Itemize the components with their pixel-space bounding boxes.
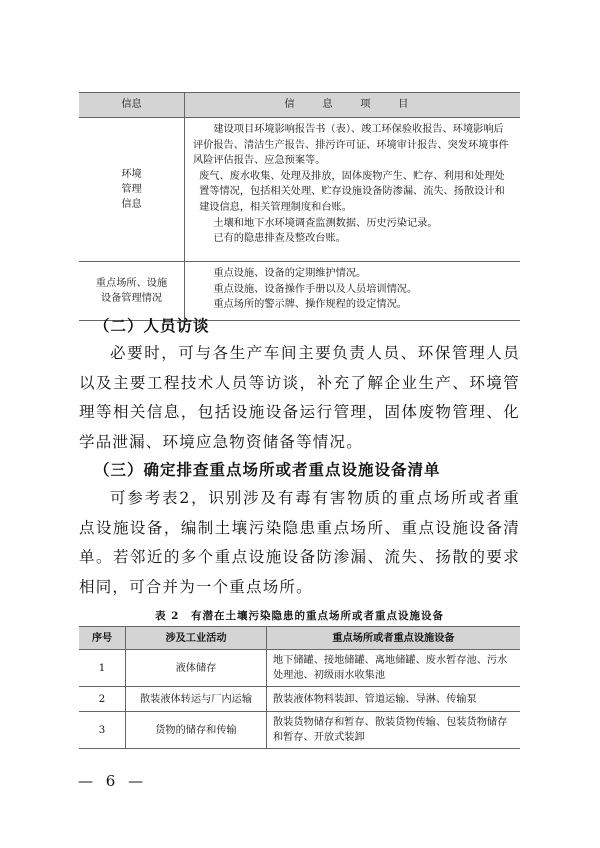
- column-header: [185, 93, 521, 118]
- table-header-row: [79, 627, 520, 650]
- table-row: [79, 650, 520, 687]
- column-header: 信息: [79, 93, 185, 118]
- category-cell: [79, 118, 185, 262]
- activity-cell: 液体储存: [126, 650, 267, 687]
- category-line: 环境: [121, 169, 142, 180]
- column-header: 重点场所或者重点设施设备: [267, 627, 521, 650]
- activity-cell: 散装液体转运与厂内运输: [126, 687, 267, 712]
- item-text: 废气、废水收集、处理及排放，固体废物产生、贮存、利用和处理处置等情况，包括相关处理、贮存设施设备防渗漏、流失、扬散设计和建设信息，相关管理制度和台账。: [199, 170, 505, 213]
- item-text: 重点设施、设备操作手册以及人员培训情况。: [213, 283, 418, 295]
- category-cell: [79, 262, 185, 321]
- items-cell: [185, 262, 521, 321]
- item-text: 重点设施、设备的定期维护情况。: [213, 268, 367, 279]
- table-caption: 表 2 有潜在土壤污染隐患的重点场所或者重点设施设备: [155, 610, 444, 622]
- facility-table: [79, 626, 520, 749]
- table-row: [79, 118, 520, 262]
- category-line: 重点场所、设施: [95, 278, 168, 289]
- category-line: 管理: [121, 184, 142, 195]
- table-header-row: [79, 93, 520, 118]
- section-body: 可参考表2，识别涉及有毒有害物质的重点场所或者重点设施设备，编制土壤污染隐患重点场所、重点设施设备清单。若邻近的多个重点设施设备防渗漏、流失、扬散的要求相同，可合并为一个重点场所。: [79, 489, 520, 596]
- category-line: 信息: [121, 199, 142, 210]
- table-row: [79, 262, 520, 321]
- equipment-cell: 散装液体物料装卸、管道运输、导淋、传输泵: [267, 687, 521, 712]
- section-heading: （三）确定排查重点场所或者重点设施设备清单: [94, 460, 441, 479]
- row-number: 3: [79, 712, 126, 749]
- table-row: [79, 687, 520, 712]
- column-header: 涉及工业活动: [126, 627, 267, 650]
- item-text: 已有的隐患排查及整改台账。: [213, 233, 346, 245]
- page-number: — 6 —: [78, 772, 148, 790]
- item-text: 土壤和地下水环境调查监测数据、历史污染记录。: [213, 217, 438, 229]
- category-line: 设备管理情况: [100, 293, 163, 304]
- column-header-text: 信 息 项 目: [284, 99, 421, 111]
- section-heading: （二）人员访谈: [94, 316, 210, 335]
- table-row: [79, 712, 520, 749]
- column-header: 序号: [79, 627, 126, 650]
- section-body: 必要时，可与各生产车间主要负责人员、环保管理人员以及主要工程技术人员等访谈，补充了解企业生产、环境管理等相关信息，包括设施设备运行管理，固体废物管理、化学品泄漏、环境应急物资储备等情况。: [79, 344, 520, 451]
- row-number: 1: [79, 650, 126, 687]
- item-text: 重点场所的警示牌、操作规程的设定情况。: [213, 299, 407, 311]
- items-cell: [185, 118, 521, 262]
- info-table: [79, 92, 520, 321]
- activity-cell: 货物的储存和传输: [126, 712, 267, 749]
- row-number: 2: [79, 687, 126, 712]
- item-text: 建设项目环境影响报告书（表）、竣工环保验收报告、环境影响后评价报告、清洁生产报告、排污许可证、环境审计报告、突发环境事件风险评估报告、应急预案等。: [193, 124, 509, 167]
- equipment-cell: 地下储罐、接地储罐、离地储罐、废水暂存池、污水处理池、初级雨水收集池: [267, 650, 521, 687]
- equipment-cell: 散装货物储存和暂存、散装货物传输、包装货物储存和暂存、开放式装卸: [267, 712, 521, 749]
